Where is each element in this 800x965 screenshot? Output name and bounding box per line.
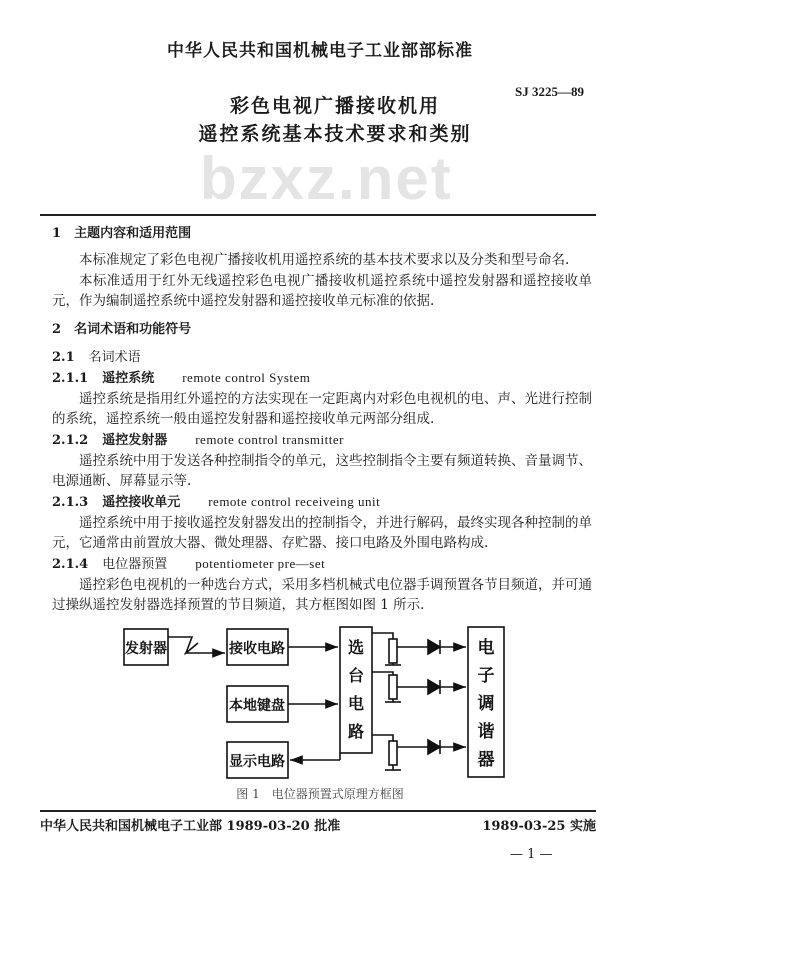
section-number: 2.1.4 <box>52 556 89 572</box>
potentiometer <box>372 672 466 702</box>
potentiometer <box>372 735 466 770</box>
section-title: 主题内容和适用范围 <box>74 226 192 241</box>
section-number: 2.1 <box>52 349 75 365</box>
section-title: 名词术语和功能符号 <box>74 321 192 337</box>
paragraph: 遥控系统是指用红外遥控的方法实现在一定距离内对彩色电视机的电、声、光进行控制的系统，遥控系统一般由遥控发射器和遥控接收单元两部分组成. <box>52 390 592 427</box>
top-rule <box>40 214 596 216</box>
selector-label: 路 <box>347 721 365 741</box>
section-2-1-2-heading <box>52 430 592 451</box>
selector-label: 选 <box>347 637 365 657</box>
paragraph: 本标准适用于红外无线遥控彩色电视广播接收机遥控系统中遥控发射器和遥控接收单元，作为编制遥控系统中遥控发射器和遥控接收单元标准的依据. <box>52 272 592 309</box>
document-body <box>40 214 596 864</box>
section-title: 名词术语 <box>88 349 141 365</box>
receiver-label: 接收电路 <box>229 640 285 657</box>
display-label: 显示电路 <box>229 753 285 770</box>
section-1-heading <box>52 224 592 244</box>
transmitter-label: 发射器 <box>125 640 167 657</box>
section-number: 2.1.2 <box>52 432 89 448</box>
paragraph: 遥控彩色电视机的一种选台方式，采用多档机械式电位器手调预置各节目频道，并可通过操纵遥控发射器选择预置的节目频道，其方框图如图 1 所示. <box>52 576 592 613</box>
section-number: 2.1.3 <box>52 494 89 510</box>
section-title: 遥控发射器 <box>102 432 168 448</box>
tuner-label: 谐 <box>477 721 495 742</box>
tuner-label: 调 <box>477 693 495 714</box>
watermark: bzxz.net <box>200 145 453 212</box>
english-term: potentiometer pre—set <box>195 555 326 571</box>
paragraph: 遥控系统中用于发送各种控制指令的单元，这些控制指令主要有频道转换、音量调节、电源通断、屏幕显示等. <box>52 452 592 489</box>
page-number: — 1 — <box>510 846 553 862</box>
section-title: 电位器预置 <box>102 556 168 572</box>
paragraph: 本标准规定了彩色电视广播接收机用遥控系统的基本技术要求以及分类和型号命名. <box>79 252 570 268</box>
potentiometer <box>372 633 466 665</box>
section-number: 2.1.1 <box>52 370 89 386</box>
footer <box>40 818 596 836</box>
figure-caption: 图 1 电位器预置式原理方框图 <box>236 786 404 801</box>
selector-label: 台 <box>347 665 365 685</box>
bottom-rule <box>40 810 596 812</box>
tuner-label: 子 <box>477 665 495 686</box>
english-term: remote control receiveing unit <box>208 493 381 509</box>
paragraph: 遥控系统中用于接收遥控发射器发出的控制指令，并进行解码，最终实现各种控制的单元，它通常由前置放大器、微处理器、存贮器、接口电路及外围电路构成. <box>52 514 592 551</box>
section-title: 遥控接收单元 <box>102 494 181 510</box>
ir-link <box>168 637 225 653</box>
section-number: 2 <box>52 321 62 337</box>
block-diagram <box>52 622 592 782</box>
section-2-heading <box>52 320 592 340</box>
tuner-label: 器 <box>477 749 495 770</box>
title-line-2: 遥控系统基本技术要求和类别 <box>198 123 472 145</box>
english-term: remote control System <box>182 369 311 385</box>
english-term: remote control transmitter <box>195 431 344 447</box>
selector-label: 电 <box>347 693 365 713</box>
section-2-1-1-heading <box>52 368 592 389</box>
keyboard-label: 本地键盘 <box>229 697 285 714</box>
effective-date: 1989-03-25 实施 <box>482 818 596 834</box>
section-number: 1 <box>52 226 62 241</box>
approval-text: 中华人民共和国机械电子工业部 1989-03-20 批准 <box>40 818 341 834</box>
tuner-label: 电 <box>477 637 495 658</box>
title-line-1: 彩色电视广播接收机用 <box>229 95 440 117</box>
section-2-1-3-heading <box>52 492 592 513</box>
issuer-header: 中华人民共和国机械电子工业部部标准 <box>167 41 473 61</box>
section-2-1-heading <box>52 348 592 368</box>
section-2-1-4-heading <box>52 554 592 575</box>
section-title: 遥控系统 <box>102 370 155 386</box>
standard-code: SJ 3225—89 <box>515 84 584 99</box>
